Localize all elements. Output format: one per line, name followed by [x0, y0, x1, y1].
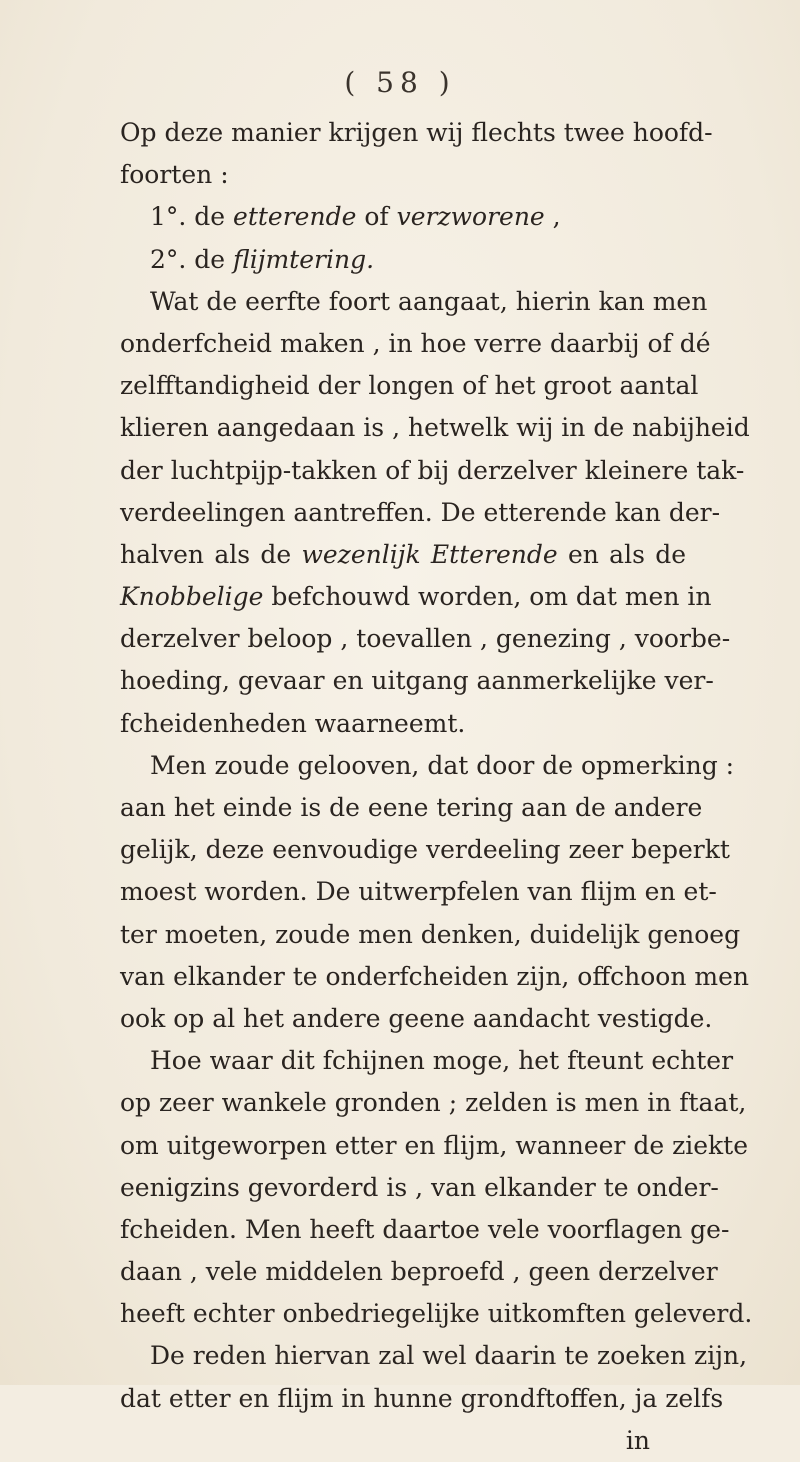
- text-line: [120, 1378, 724, 1420]
- text-line: [120, 998, 713, 1040]
- text-segment: foorten :: [120, 160, 229, 190]
- text-line: [120, 450, 745, 492]
- text-line: [120, 492, 721, 534]
- text-segment: van elkander te onderfcheiden zijn, offchoon men: [120, 961, 749, 991]
- text-segment: ,: [544, 202, 561, 232]
- text-segment: zelfftandigheid der longen of het groot aantal: [120, 371, 699, 401]
- italic-term: flijmtering.: [233, 244, 375, 274]
- text-line: [120, 1125, 749, 1167]
- page-number: ( 58 ): [344, 66, 456, 99]
- text-line: [120, 618, 731, 660]
- text-line: [120, 1040, 734, 1082]
- text-line: [120, 365, 699, 407]
- text-segment: onderfcheid maken , in hoe verre daarbij of dé: [120, 328, 711, 358]
- text-segment: op zeer wankele gronden ; zelden is men in ftaat,: [120, 1088, 747, 1118]
- text-segment: in: [625, 1425, 650, 1455]
- text-line: [120, 323, 711, 365]
- italic-term: verzworene: [396, 202, 545, 232]
- text-line: [120, 829, 730, 871]
- text-segment: 2°. de: [150, 244, 234, 274]
- text-line: [120, 1420, 686, 1462]
- text-segment: ter moeten, zoude men denken, duidelijk genoeg: [120, 919, 741, 949]
- text-segment: ook op al het andere geene aandacht vestigde.: [120, 1003, 713, 1033]
- text-segment: De reden hiervan zal wel daarin te zoeken zijn,: [150, 1341, 748, 1371]
- italic-term: Knobbelige: [120, 582, 264, 612]
- text-line: [120, 1209, 730, 1251]
- text-line: [120, 534, 686, 576]
- text-segment: en als de: [557, 539, 687, 569]
- text-segment: aan het einde is de eene tering aan de andere: [120, 793, 703, 822]
- text-line: [120, 787, 703, 829]
- text-segment: befchouwd worden, om dat men in: [263, 582, 712, 612]
- italic-term: etterende: [233, 202, 357, 232]
- text-line: [120, 956, 749, 998]
- text-line: [120, 745, 735, 787]
- text-segment: eenigzins gevorderd is , van elkander te onder-: [120, 1172, 719, 1202]
- text-line: [120, 1167, 719, 1209]
- text-segment: of: [356, 202, 397, 232]
- text-segment: Men zoude gelooven, dat door de opmerking :: [150, 750, 735, 780]
- text-segment: 1°. de: [150, 202, 234, 232]
- text-line: [120, 1082, 747, 1124]
- text-line: [120, 1251, 718, 1293]
- text-line: [120, 1293, 753, 1335]
- text-segment: moest worden. De uitwerpfelen van flijm en et-: [120, 877, 717, 907]
- text-line: [120, 1335, 748, 1377]
- text-segment: verdeelingen aantreffen. De etterende kan der-: [120, 497, 721, 527]
- text-line: [120, 112, 713, 154]
- text-line: [120, 914, 741, 956]
- text-line: [120, 281, 708, 323]
- text-segment: om uitgeworpen etter en flijm, wanneer de ziekte: [120, 1130, 749, 1160]
- page-body-text: [120, 112, 753, 1462]
- text-segment: Hoe waar dit fchijnen moge, het fteunt echter: [150, 1046, 734, 1076]
- text-line: [120, 703, 686, 745]
- text-segment: klieren aangedaan is , hetwelk wij in de nabijheid: [120, 413, 750, 443]
- text-segment: daan , vele middelen beproefd , geen derzelver: [120, 1257, 718, 1287]
- text-segment: fcheiden. Men heeft daartoe vele voorflagen ge-: [120, 1214, 730, 1244]
- text-segment: der luchtpijp-takken of bij derzelver kleinere tak-: [120, 455, 745, 485]
- text-line: [120, 154, 686, 196]
- text-segment: Op deze manier krijgen wij flechts twee hoofd-: [120, 118, 713, 147]
- text-segment: hoeding, gevaar en uitgang aanmerkelijke ver-: [120, 666, 714, 696]
- text-segment: Wat de eerfte foort aangaat, hierin kan men: [150, 286, 708, 316]
- text-segment: gelijk, deze eenvoudige verdeeling zeer beperkt: [120, 835, 730, 865]
- text-segment: halven als de: [120, 539, 302, 569]
- text-line: [120, 576, 712, 618]
- text-segment: heeft echter onbedriegelijke uitkomften geleverd.: [120, 1299, 753, 1329]
- text-line: [120, 239, 686, 281]
- text-line: [120, 871, 717, 913]
- text-segment: derzelver beloop , toevallen , genezing , voorbe-: [120, 624, 731, 654]
- text-line: [120, 196, 686, 238]
- text-segment: dat etter en flijm in hunne grondftoffen, ja zelfs: [120, 1383, 724, 1413]
- italic-term: wezenlijk Etterende: [301, 539, 558, 569]
- text-line: [120, 407, 750, 449]
- text-segment: fcheidenheden waarneemt.: [120, 708, 466, 738]
- text-line: [120, 660, 714, 702]
